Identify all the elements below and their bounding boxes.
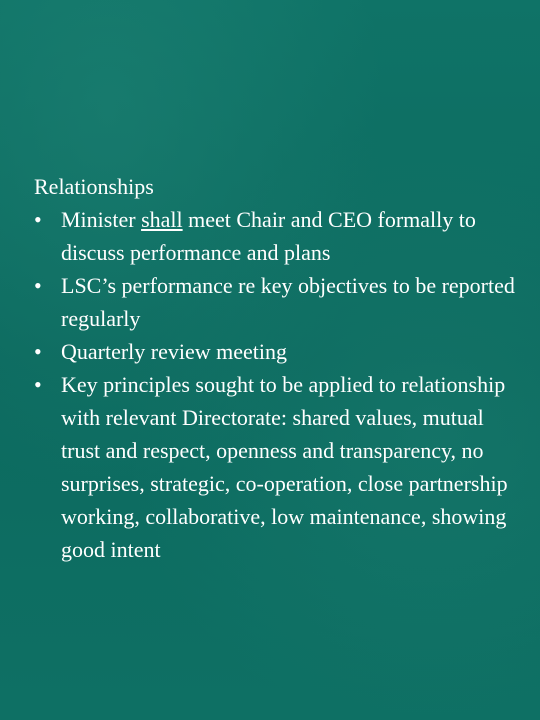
bullet-icon: • xyxy=(34,273,42,298)
bullet-icon: • xyxy=(34,207,42,232)
bullet-item-performance xyxy=(34,269,524,335)
underlined-word: shall xyxy=(141,207,183,232)
slide-content xyxy=(34,170,524,566)
bullet-text: Quarterly review meeting xyxy=(61,339,288,364)
bullet-list xyxy=(34,203,524,566)
bullet-text-part: Minister xyxy=(61,207,142,232)
slide-heading: Relationships xyxy=(34,174,154,199)
bullet-text: Key principles sought to be applied to relationship with relevant Directorate: shared values, mutual trust and respect, openness and transparency, no surprises, strategic, co-operation, close partnership working, collaborative, low maintenance, showing good intent xyxy=(61,372,508,562)
bullet-text-part: meet Chair and CEO formally to discuss performance and plans xyxy=(61,207,476,265)
bullet-icon: • xyxy=(34,339,42,364)
bullet-item-minister xyxy=(34,203,524,269)
bullet-item-quarterly-review xyxy=(34,335,524,368)
bullet-text: LSC’s performance re key objectives to be reported regularly xyxy=(61,273,515,331)
bullet-item-key-principles xyxy=(34,368,524,566)
bullet-icon: • xyxy=(34,372,42,397)
